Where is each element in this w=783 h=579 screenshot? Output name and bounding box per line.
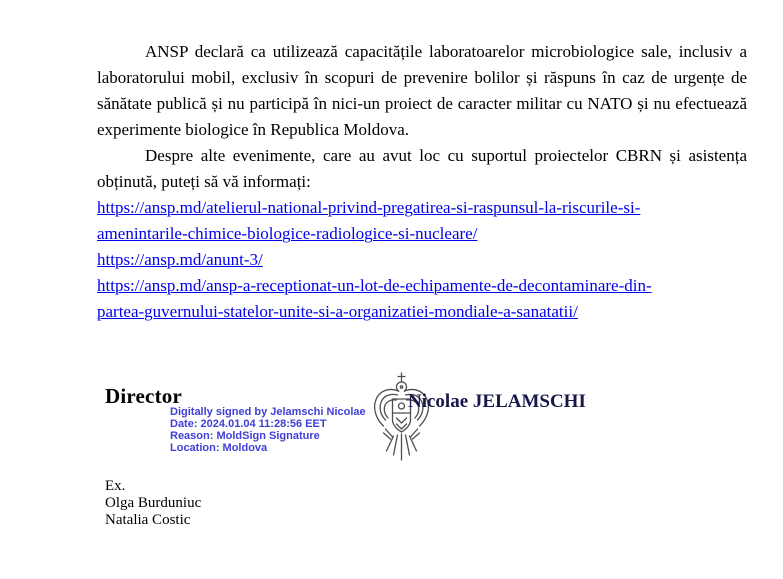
- link-atelierul-national[interactable]: [97, 195, 747, 247]
- stamp-reason-line: Reason: MoldSign Signature: [170, 430, 320, 442]
- executor-block: [105, 478, 201, 529]
- director-title: Director: [105, 384, 182, 408]
- stamp-date-line: Date: 2024.01.04 11:28:56 EET: [170, 418, 327, 430]
- executor-name: Olga Burduniuc: [105, 495, 202, 511]
- digital-signature-stamp: [170, 406, 366, 454]
- signer-name: Nicolae JELAMSCHI: [408, 391, 586, 412]
- ex-label: Ex.: [105, 478, 126, 494]
- moldova-coat-of-arms-icon: [371, 372, 432, 464]
- link-text-line: amenintarile-chimice-biologice-radiologice-si-nucleare/: [97, 224, 478, 243]
- link-text-line: https://ansp.md/ansp-a-receptionat-un-lot-de-echipamente-de-decontaminare-din-: [97, 276, 652, 295]
- link-text-line: partea-guvernului-statelor-unite-si-a-organizatiei-mondiale-a-sanatatii/: [97, 302, 578, 321]
- link-anunt-3[interactable]: [97, 247, 747, 273]
- stamp-location-line: Location: Moldova: [170, 442, 268, 454]
- executor-name: Natalia Costic: [105, 512, 191, 528]
- paragraph-cbrn-info: Despre alte evenimente, care au avut loc cu suportul proiectelor CBRN și asistența obținută, puteți să vă informați:: [97, 146, 747, 191]
- body-text-column: [97, 39, 747, 325]
- paragraph-ansp-declaration: ANSP declară ca utilizează capacitățile laboratoarelor microbiologice sale, inclusiv a laboratorului mobil, exclusiv în scopuri de prevenire bolilor și răspuns în caz de urgențe de sănătate publică și nu participă în nici-un proiect de caracter militar cu NATO și nu efectuează experimente biologice în Republica Moldova.: [97, 42, 747, 139]
- link-echipamente-decontaminare[interactable]: [97, 273, 747, 325]
- link-text-line: https://ansp.md/anunt-3/: [97, 250, 263, 269]
- stamp-signed-by-line: Digitally signed by Jelamschi Nicolae: [170, 406, 366, 418]
- link-text-line: https://ansp.md/atelierul-national-privind-pregatirea-si-raspunsul-la-riscurile-si-: [97, 198, 641, 217]
